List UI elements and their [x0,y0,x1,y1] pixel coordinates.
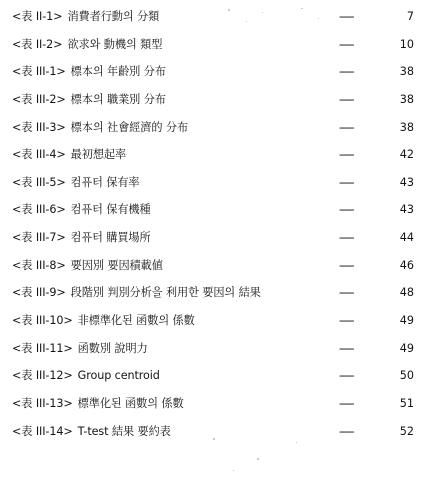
table-number: <表 III-9> [12,286,66,300]
scan-speck [257,458,259,460]
entry-label [12,307,195,335]
dash-leader: ----- [339,286,354,300]
scan-speck [301,8,303,9]
table-number: <表 III-1> [12,65,66,79]
entry-label [12,252,163,280]
page-number: 38 [399,65,414,79]
entry-label [12,58,166,86]
page-number: 42 [399,148,414,162]
table-number: <表 III-12> [12,369,73,383]
toc-entry [0,3,428,31]
table-title: 컴퓨터 保有率 [70,175,140,189]
table-number: <表 III-5> [12,175,66,189]
table-number: <表 III-10> [12,314,73,328]
page-number: 52 [399,424,414,438]
table-title: 欲求와 動機의 類型 [67,37,163,51]
table-title: 消費者行動의 分類 [67,10,160,23]
page-number: 7 [406,10,414,23]
entry-label [12,390,184,418]
entry-label [12,31,162,59]
entry-label [12,114,188,142]
dash-leader: ----- [339,92,354,106]
toc-entry [0,58,428,86]
table-number: <表 II-2> [12,37,63,51]
entry-label [12,141,126,169]
page-number: 48 [399,286,414,300]
toc-entry [0,86,428,114]
page-number: 51 [399,396,414,410]
toc-entry [0,169,428,197]
dash-leader: ----- [339,314,354,328]
entry-label [12,3,159,31]
page-number: 50 [399,369,414,383]
table-title: T-test 結果 要約表 [77,424,171,438]
toc-entry [0,114,428,142]
table-title: 標本의 職業別 分布 [70,92,166,106]
page-number: 38 [399,120,414,134]
dash-leader: ----- [339,203,354,217]
table-title: 컴퓨터 購買場所 [70,231,151,245]
toc-entry [0,31,428,59]
table-title: 段階別 判別分析을 利用한 要因의 結果 [70,286,261,300]
table-title: 標本의 年齡別 分布 [70,65,166,79]
entry-label [12,362,160,390]
dash-leader: ----- [339,148,354,162]
table-number: <表 III-14> [12,424,73,438]
entry-label [12,224,151,252]
table-number: <表 III-13> [12,396,73,410]
dash-leader: ----- [339,65,354,79]
toc-entry [0,224,428,252]
scan-speck [246,21,247,22]
entry-label [12,169,140,197]
toc-entry [0,390,428,418]
table-number: <表 III-4> [12,148,66,162]
entry-label [12,418,171,446]
table-number: <表 III-7> [12,231,66,245]
table-title: Group centroid [77,369,160,383]
dash-leader: ----- [339,231,354,245]
table-number: <表 III-11> [12,341,73,355]
page-number: 38 [399,92,414,106]
toc-entry [0,362,428,390]
dash-leader: ----- [339,369,354,383]
scan-speck [262,12,263,13]
toc-entry [0,307,428,335]
toc-entry [0,141,428,169]
page-number: 43 [399,175,414,189]
page-number: 43 [399,203,414,217]
dash-leader: ----- [339,10,354,23]
table-title: 標準化된 函數의 係數 [77,396,184,410]
entry-label [12,279,261,307]
dash-leader: ----- [339,424,354,438]
table-title: 要因別 要因積載値 [70,258,163,272]
entry-label [12,335,148,363]
table-number: <表 III-6> [12,203,66,217]
toc-entry [0,196,428,224]
dash-leader: ----- [339,396,354,410]
scan-speck [228,9,230,11]
table-of-tables [0,3,428,445]
table-number: <表 III-8> [12,258,66,272]
scan-speck [213,438,215,440]
table-number: <表 III-3> [12,120,66,134]
entry-label [12,86,166,114]
table-title: 最初想起率 [70,148,127,162]
table-number: <表 III-2> [12,92,66,106]
page-number: 46 [399,258,414,272]
scan-speck [296,442,297,443]
page-number: 49 [399,341,414,355]
table-number: <表 II-1> [12,10,63,23]
table-title: 標本의 社會經濟的 分布 [70,120,189,134]
scan-speck [318,18,319,19]
dash-leader: ----- [339,341,354,355]
table-title: 컴퓨터 保有機種 [70,203,151,217]
page-number: 44 [399,231,414,245]
dash-leader: ----- [339,175,354,189]
dash-leader: ----- [339,258,354,272]
dash-leader: ----- [339,37,354,51]
toc-entry [0,335,428,363]
entry-label [12,196,151,224]
dash-leader: ----- [339,120,354,134]
scan-speck [233,470,234,471]
page-number: 49 [399,314,414,328]
toc-entry [0,418,428,446]
toc-entry [0,252,428,280]
table-title: 非標準化된 函數의 係數 [77,314,195,328]
table-title: 函數別 說明力 [77,341,148,355]
page-number: 10 [399,37,414,51]
toc-entry [0,279,428,307]
